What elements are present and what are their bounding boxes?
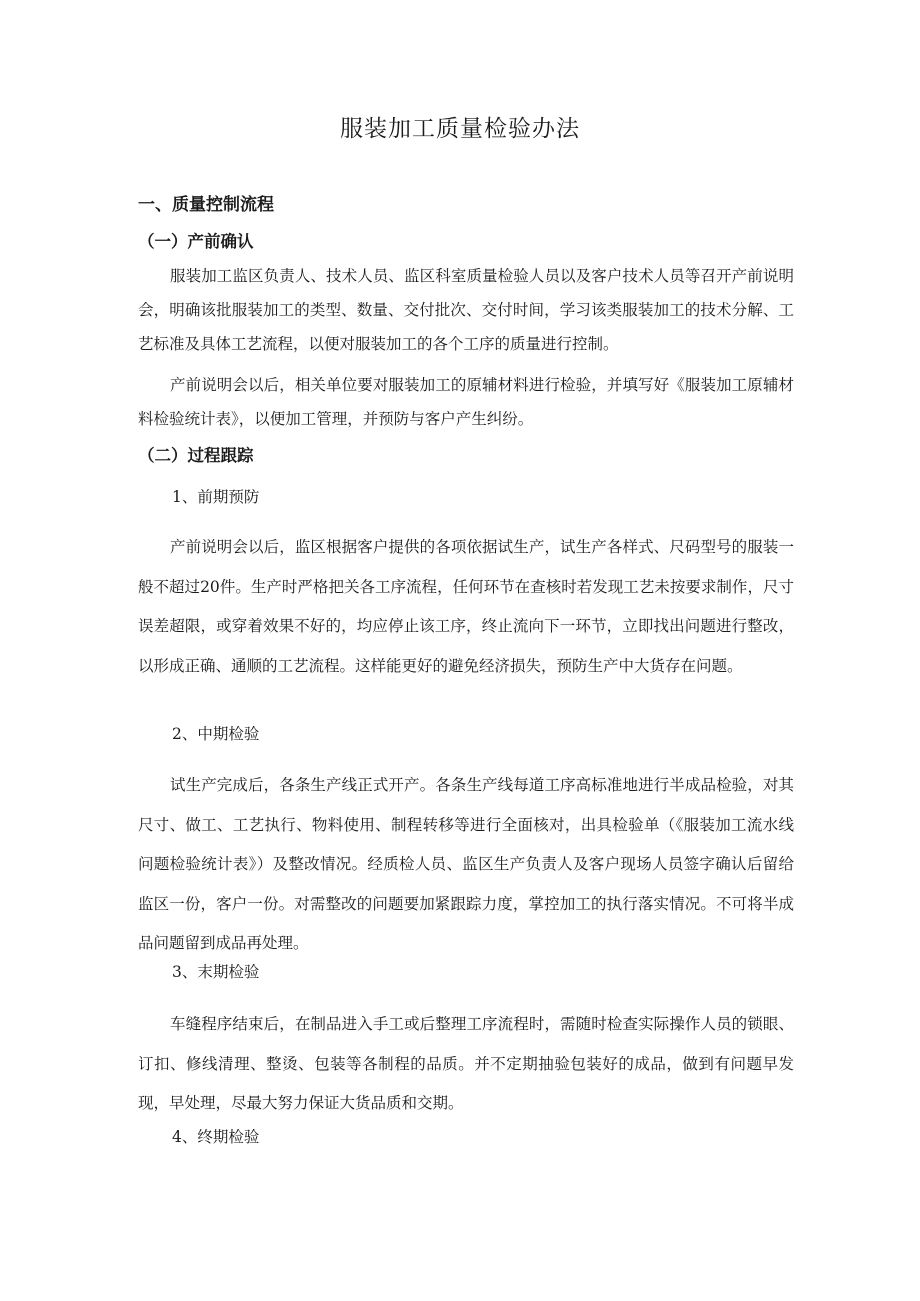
paragraph-1: 服装加工监区负责人、技术人员、监区科室质量检验人员以及客户技术人员等召开产前说明会，明确该批服装加工的类型、数量、交付批次、交付时间，学习该类服装加工的技术分解、工艺标准及具体工艺流程，以便对服装加工的各个工序的质量进行控制。	[138, 267, 794, 353]
item-heading-2: 2、中期检验	[172, 725, 260, 743]
section-heading-1: 一、质量控制流程	[138, 195, 274, 215]
subsection-heading-1: （一）产前确认	[138, 232, 254, 251]
item-heading-1: 1、前期预防	[172, 488, 260, 506]
item-heading-3: 3、末期检验	[172, 963, 260, 981]
paragraph-4: 试生产完成后，各条生产线正式开产。各条生产线每道工序高标准地进行半成品检验，对其尺寸、做工、工艺执行、物料使用、制程转移等进行全面核对，出具检验单（《服装加工流水线问题检验统计表》）及整改情况。经质检人员、监区生产负责人及客户现场人员签字确认后留给监区一份，客户一份。对需整改的问题要加紧跟踪力度，掌控加工的执行落实情况。不可将半成品问题留到成品再处理。	[138, 776, 794, 952]
paragraph-5: 车缝程序结束后，在制品进入手工或后整理工序流程时，需随时检查实际操作人员的锁眼、订扣、修线清理、整烫、包装等各制程的品质。并不定期抽验包装好的成品，做到有问题早发现，早处理，尽最大努力保证大货品质和交期。	[138, 1015, 794, 1112]
paragraph-2: 产前说明会以后，相关单位要对服装加工的原辅材料进行检验，并填写好《服装加工原辅材料检验统计表》，以便加工管理，并预防与客户产生纠纷。	[138, 376, 794, 428]
subsection-heading-2: （二）过程跟踪	[138, 446, 254, 465]
paragraph-3: 产前说明会以后，监区根据客户提供的各项依据试生产，试生产各样式、尺码型号的服装一般不超过20件。生产时严格把关各工序流程，任何环节在查核时若发现工艺未按要求制作，尺寸误差超限，或穿着效果不好的，均应停止该工序，终止流向下一环节，立即找出问题进行整改，以形成正确、通顺的工艺流程。这样能更好的避免经济损失，预防生产中大货存在问题。	[138, 538, 794, 675]
item-heading-4: 4、终期检验	[172, 1128, 260, 1146]
document-title: 服装加工质量检验办法	[340, 116, 580, 142]
